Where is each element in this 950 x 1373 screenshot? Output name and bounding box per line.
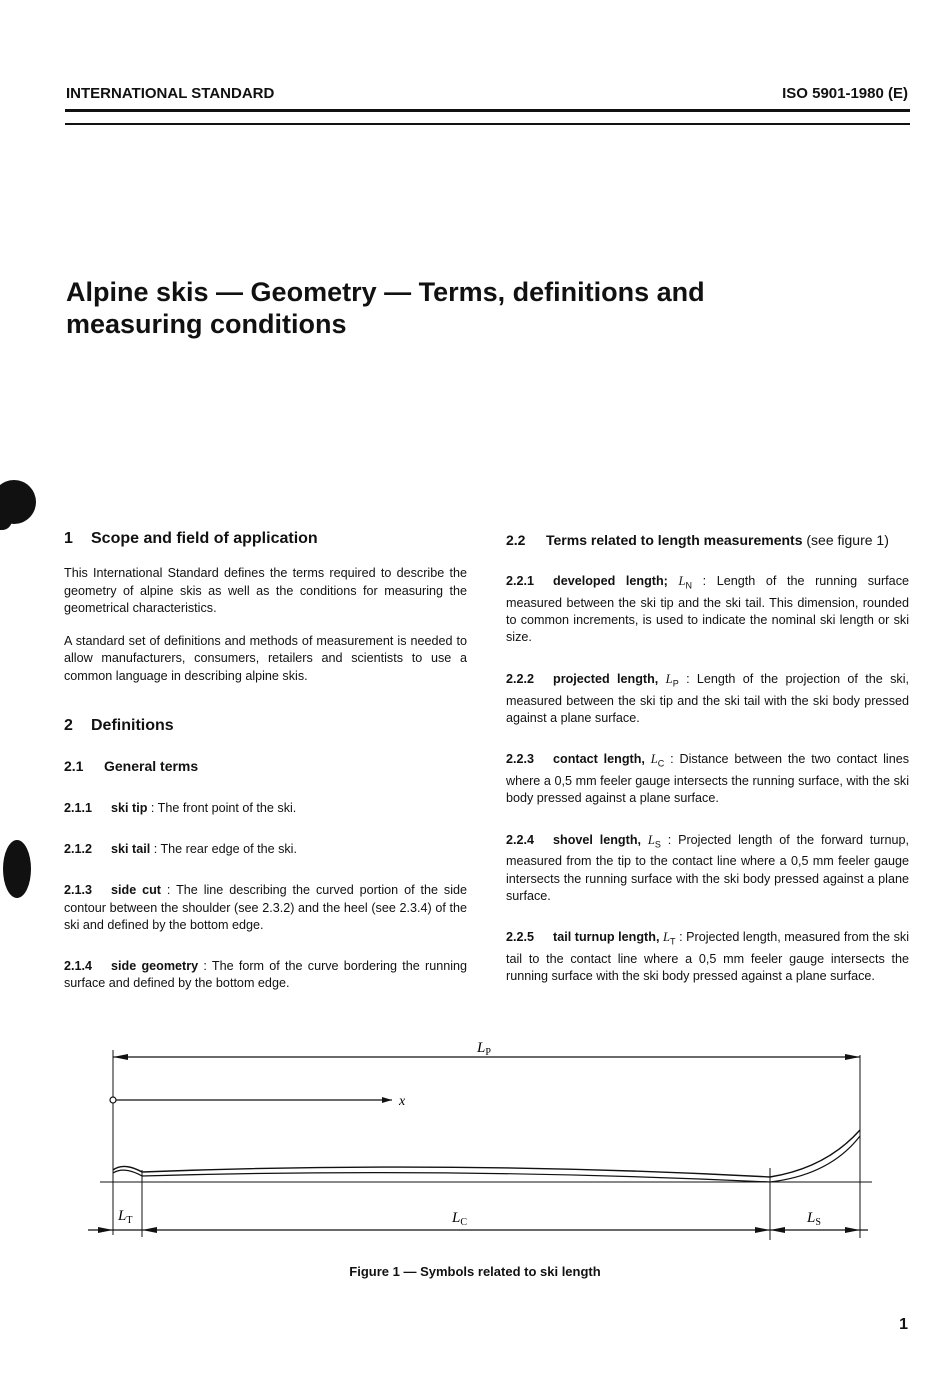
- definition-2-2-3: [506, 751, 909, 807]
- section-2-1-title: General terms: [104, 758, 199, 775]
- def-symbol: $L_N$: [678, 574, 692, 591]
- section-2-1-number: 2.1: [64, 758, 84, 775]
- title-line-1: Alpine skis — Geometry — Terms, definitions and: [66, 277, 705, 307]
- header-left: INTERNATIONAL STANDARD: [66, 85, 275, 102]
- section-2-2-heading: [506, 532, 909, 549]
- label-lp: $L_P$: [477, 1040, 491, 1058]
- page-title: [66, 276, 886, 340]
- def-number: 2.2.1: [506, 574, 535, 588]
- def-term: shovel length,: [553, 832, 642, 847]
- def-number: 2.2.2: [506, 671, 535, 686]
- header-right: ISO 5901-1980 (E): [782, 85, 908, 102]
- ls-arrow-right: [845, 1227, 860, 1233]
- def-text: : Distance between the two contact lines where a 0,5 mm feeler gauge intersects the running surface, with the ski body pressed against a plane surface.: [506, 752, 910, 806]
- def-term: projected length,: [553, 671, 659, 686]
- section-2-2-note: (see figure 1): [806, 532, 889, 548]
- section-2-1-heading: [64, 758, 467, 775]
- definition-2-1-3: [64, 882, 467, 934]
- ski-running-surface: [113, 1136, 860, 1182]
- ski-top-outline: [113, 1130, 860, 1177]
- page-number: 1: [899, 1316, 908, 1333]
- ls-arrow-left: [770, 1227, 785, 1233]
- def-symbol: $L_P$: [665, 671, 679, 689]
- def-text: : The form of the curve bordering the running surface and defined by the bottom edge.: [64, 959, 468, 991]
- figure-1-caption: Figure 1 — Symbols related to ski length: [349, 1264, 601, 1279]
- def-number: 2.2.5: [506, 930, 535, 945]
- left-column: [64, 530, 467, 993]
- title-line-2: measuring conditions: [66, 309, 347, 339]
- def-symbol: $L_C$: [650, 752, 665, 769]
- section-1-heading: [64, 530, 467, 547]
- def-symbol: $L_S$: [647, 832, 661, 850]
- def-text: : Length of the projection of the ski, measured between the ski tip and the ski tail with the ski body pressed against a plane surface.: [506, 671, 910, 725]
- section-2-title: Definitions: [91, 717, 174, 735]
- def-text: : The line describing the curved portion of the side contour between the shoulder (see 2.3.2) and the heel (see 2.3.4) of the ski and defined by the bottom edge.: [64, 883, 468, 932]
- def-number: 2.2.4: [506, 832, 535, 847]
- right-column: [506, 532, 909, 986]
- binder-hole-mark-middle: [3, 840, 31, 898]
- def-number: 2.1.3: [64, 883, 93, 898]
- definition-2-1-2: [64, 841, 467, 858]
- figure-1-ski-length-diagram: [0, 1030, 950, 1250]
- definition-2-2-1: [506, 573, 909, 647]
- lp-arrow-right: [845, 1054, 860, 1060]
- def-term: tail turnup length,: [553, 930, 660, 945]
- label-lt: $L_T$: [118, 1208, 133, 1226]
- def-text: : Projected length, measured from the ski tail to the contact line where a 0,5 mm feeler gauge intersects the running surface with the ski body pressed against a plane surface.: [506, 930, 910, 984]
- binder-hole-mark-tail: [0, 508, 12, 530]
- def-number: 2.2.3: [506, 752, 535, 767]
- definition-2-2-5: [506, 929, 909, 985]
- section-1-title: Scope and field of application: [91, 530, 318, 547]
- header-rule-top: [65, 109, 910, 112]
- header-rule-bottom: [65, 123, 910, 125]
- x-axis-origin: [110, 1097, 116, 1103]
- section-2-number: 2: [64, 717, 73, 735]
- def-number: 2.1.2: [64, 841, 93, 856]
- def-term: ski tip: [111, 800, 148, 815]
- section-2-heading: [64, 717, 467, 734]
- def-term: side cut: [111, 883, 161, 898]
- def-text: : Length of the running surface measured between the ski tip and the ski tail. This dimension, rounded to common increments, is used to indicate the nominal ski length or ski size.: [506, 574, 909, 645]
- def-term: contact length,: [553, 752, 645, 767]
- definition-2-2-4: [506, 832, 909, 906]
- section-2-2-number: 2.2: [506, 532, 526, 548]
- def-number: 2.1.4: [64, 959, 93, 974]
- definition-2-1-4: [64, 958, 467, 993]
- def-number: 2.1.1: [64, 800, 93, 815]
- label-lc: $L_C$: [452, 1210, 468, 1228]
- section-2-2-title: Terms related to length measurements: [546, 532, 803, 548]
- def-term: ski tail: [111, 841, 151, 856]
- scope-paragraph-1: This International Standard defines the terms required to describe the geometry of alpine skis as well as the conditions for measuring the geometrical characteristics.: [64, 566, 467, 615]
- scope-paragraph-2: A standard set of definitions and methods of measurement is needed to allow manufacturers, consumers, retailers and scientists to use a common language in describing alpine skis.: [64, 634, 467, 683]
- section-1-number: 1: [64, 530, 73, 547]
- label-x: x: [399, 1094, 406, 1109]
- def-term: side geometry: [111, 959, 199, 974]
- definition-2-2-2: [506, 671, 909, 727]
- lt-arrow-outer: [98, 1227, 113, 1233]
- def-text: : The front point of the ski.: [150, 800, 297, 815]
- lc-arrow-left: [142, 1227, 157, 1233]
- def-text: : The rear edge of the ski.: [153, 841, 297, 856]
- definition-2-1-1: [64, 800, 467, 817]
- lp-arrow-left: [113, 1054, 128, 1060]
- def-term: developed length;: [553, 574, 668, 588]
- label-ls: $L_S$: [807, 1210, 821, 1228]
- def-text: : Projected length of the forward turnup, measured from the tip to the contact line where a 0,5 mm feeler gauge intersects the running surface with the ski body pressed against a plane surface.: [506, 832, 909, 903]
- def-symbol: $L_T$: [663, 930, 676, 947]
- lc-arrow-right: [755, 1227, 770, 1233]
